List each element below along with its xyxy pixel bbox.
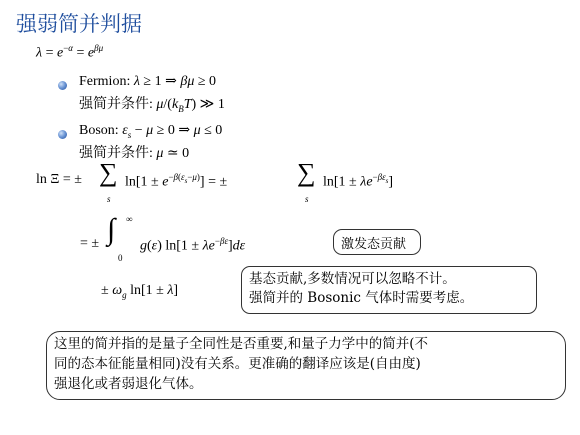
excited-state-label: 激发态贡献: [341, 237, 407, 252]
fermion-condition: 强简并条件: $\mu/(k_BT)$ ≫ 1: [79, 97, 225, 114]
integral-upper: ∞: [126, 214, 133, 224]
boson-line: Boson: $\varepsilon_s - \mu \ge 0$ ⇒ μ ≤ 0: [79, 123, 223, 140]
equation-integral: g(ε) $\ln[1 \pm \lambda e^{-\beta\varepsilon}]d\varepsilon$: [140, 236, 246, 254]
integral-symbol: ∫: [107, 213, 116, 246]
sum-symbol-2: ∑: [297, 158, 316, 187]
bullet-icon: [58, 130, 67, 139]
equation-ln-xi-term2: $\ln[1 \pm \lambda e^{-\beta\varepsilon_s}]$: [323, 172, 394, 190]
translation-note-line-1: 这里的简并指的是量子全同性是否重要,和量子力学中的简并(不: [54, 336, 429, 352]
boson-condition: 强简并条件: μ ≃ 0: [79, 146, 190, 161]
fermion-line: Fermion: λ ≥ 1 ⇒ βμ ≥ 0: [79, 74, 217, 89]
sum-symbol-1: ∑: [99, 158, 118, 187]
translation-note-line-3: 强退化或者弱退化气体。: [54, 376, 203, 392]
bullet-icon: [58, 81, 67, 90]
equation-ln-xi-term1: $\ln[1 \pm e^{-\beta(\varepsilon_s-\mu)}]$ = ±: [125, 172, 228, 190]
equation-lambda: $\lambda = e^{-\alpha} = e^{\beta\mu}$: [36, 43, 104, 61]
ground-note-line-1: 基态贡献,多数情况可以忽略不计。: [249, 271, 456, 287]
equation-ground-term: ± $\omega_g$ ln[1 ± λ]: [101, 283, 179, 300]
sum-index-1: s: [107, 194, 111, 204]
translation-note-line-2: 同的态本征能量相同)没有关系。更准确的翻译应该是(自由度): [54, 356, 421, 372]
integral-lower: 0: [118, 253, 123, 263]
equation-integral-prefix: = ±: [80, 236, 100, 251]
slide-title: 强弱简并判据: [16, 12, 142, 36]
equation-ln-xi: ln Ξ = ±: [36, 172, 82, 187]
ground-note-line-2: 强简并的 Bosonic 气体时需要考虑。: [249, 290, 474, 306]
sum-index-2: s: [305, 194, 309, 204]
